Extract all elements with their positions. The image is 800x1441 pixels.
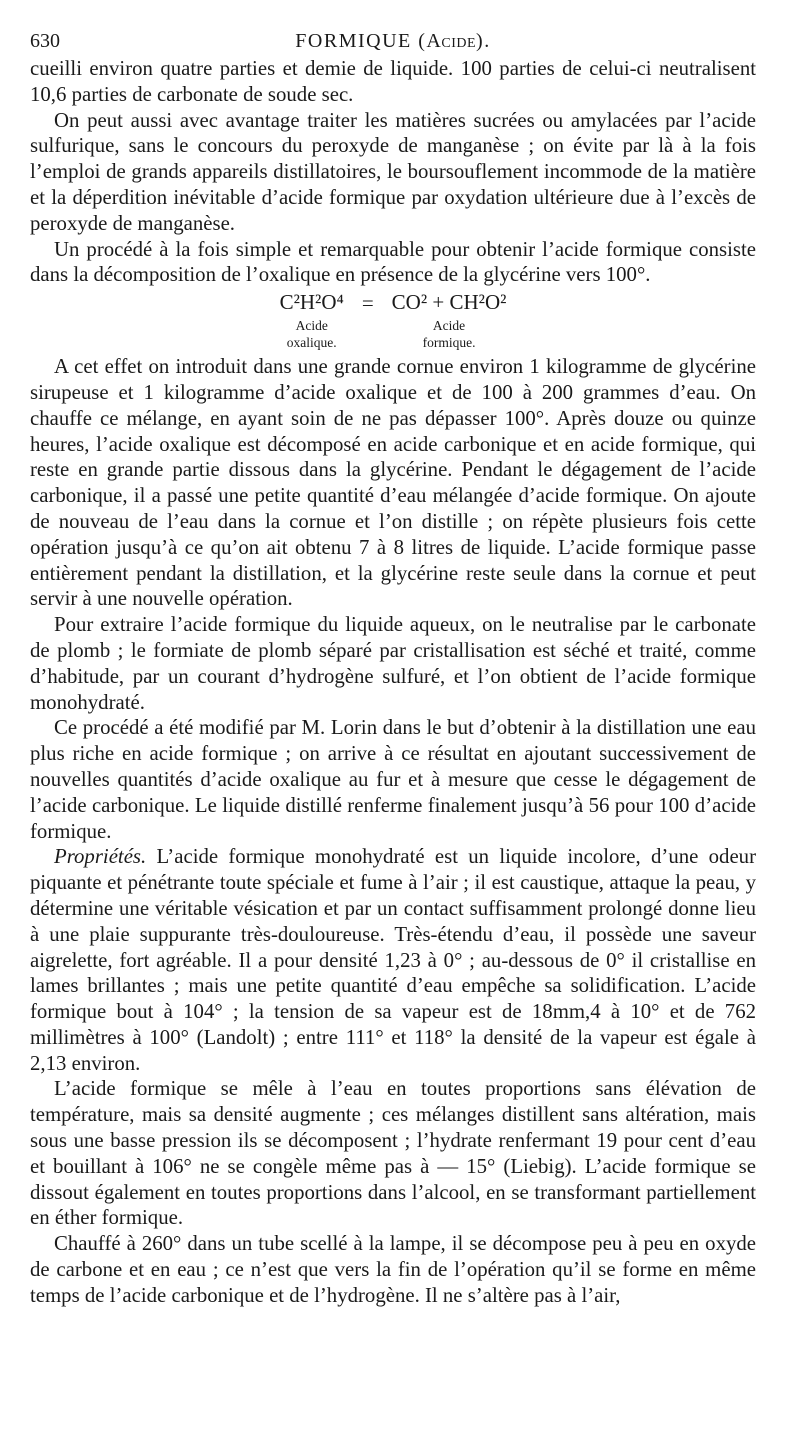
equation-left: [280, 290, 344, 350]
equation-operator: =: [361, 291, 374, 316]
paragraph: Chauffé à 260° dans un tube scellé à la lampe, il se décompose peu à peu en oxyde de carbone et en eau ; ce n’est que vers la fin de l’opération qu’il se forme en même temps de l’acide carbonique et de l’hydrogène. Il ne s’altère pas à l’air,: [30, 1232, 756, 1307]
properties-label: Propriétés.: [54, 845, 147, 869]
page-header: [30, 30, 756, 56]
paragraph: On peut aussi avec avantage traiter les matières sucrées ou amylacées par l’acide sulfurique, sans le concours du peroxyde de manganèse ; on évite par là à la fois l’emploi de grands appareils distillatoires, le boursouflement incommode de la matière et la déperdition inévitable d’acide formique par oxydation ultérieure due à l’excès de peroxyde de manganèse.: [30, 108, 756, 235]
equation-left-label-2: oxalique.: [286, 334, 337, 350]
equation-right-formula: CO² + CH²O²: [391, 290, 507, 315]
properties-text: L’acide formique monohydraté est un liquide incolore, d’une odeur piquante et pénétrante toute spéciale et fume à l’air ; il est caustique, attaque la peau, y détermine une véritable vésication et par un contact suffisamment prolongé donne lieu à une plaie suppurante très-douloureuse. Très-étendu d’eau, il possède une saveur aigrelette, fort agréable. Il a pour densité 1,23 à 0° ; au-dessous de 0° il cristallise en lames brillantes ; mais une petite quantité d’eau empêche sa solidification. L’acide formique bout à 104° ; la tension de sa vapeur est de 18mm,4 à 10° et de 762 millimètres à 100° (Landolt) ; entre 111° et 118° la densité de la vapeur est égale à 2,13 environ.: [30, 845, 756, 1075]
equation-left-formula: C²H²O⁴: [279, 290, 344, 315]
body-text: [30, 56, 756, 1309]
paragraph: A cet effet on introduit dans une grande cornue environ 1 kilogramme de glycérine sirupeuse et 1 kilogramme d’acide oxalique et de 100 à 200 grammes d’eau. On chauffe ce mélange, en ayant soin de ne pas dépasser 100°. Après douze ou quinze heures, l’acide oxalique est décomposé en acide carbonique et en acide formique, qui reste en grande partie dissous dans la glycérine. Pendant le dégagement de l’acide carbonique, il a passé une petite quantité d’eau mélangée d’acide formique. On ajoute de nouveau de l’eau dans la cornue et l’on distille ; on répète plusieurs fois cette opération jusqu’à ce qu’on ait obtenu 7 à 8 litres de liquide. L’acide formique passe entièrement pendant la distillation, et la glycérine reste seule dans la cornue et peut servir à une nouvelle opération.: [30, 355, 756, 611]
paragraph: cueilli environ quatre parties et demie de liquide. 100 parties de celui-ci neutralisent 10,6 parties de carbonate de soude sec.: [30, 57, 756, 106]
page-number: 630: [30, 30, 60, 52]
equation-right-label-1: Acide: [432, 317, 466, 333]
running-title-sub: Acide: [426, 30, 477, 52]
chemical-equation: [30, 290, 756, 354]
equation-right-label-2: formique.: [422, 334, 476, 350]
running-title-open: (: [411, 30, 427, 52]
paragraph: L’acide formique se mêle à l’eau en toutes proportions sans élévation de température, mais sa densité augmente ; ces mélanges distillent sans altération, mais sous une basse pression ils se décomposent ; l’hydrate renfermant 19 pour cent d’eau et bouillant à 106° ne se congèle même pas à — 15° (Liebig). L’acide formique se dissout également en toutes proportions dans l’alcool, en se transformant partiellement en éther formique.: [30, 1077, 756, 1230]
paragraph: Un procédé à la fois simple et remarquable pour obtenir l’acide formique consiste dans la décomposition de l’oxalique en présence de la glycérine vers 100°.: [30, 237, 756, 287]
equation-left-label-1: Acide: [295, 317, 328, 333]
running-title-main: FORMIQUE: [295, 30, 412, 52]
paragraph: Ce procédé a été modifié par M. Lorin dans le but d’obtenir à la distillation une eau plus riche en acide formique ; on arrive à ce résultat en ajoutant successivement de nouvelles quantités d’acide oxalique au fur et à mesure que cesse le dégagement de l’acide carbonique. Le liquide distillé renferme finalement jusqu’à 56 pour 100 d’acide formique.: [30, 716, 756, 843]
properties-paragraph: [30, 844, 756, 1076]
paragraph: Pour extraire l’acide formique du liquide aqueux, on le neutralise par le carbonate de plomb ; le formiate de plomb séparé par cristallisation est séché et traité, comme d’habitude, par un courant d’hydrogène sulfuré, et l’on obtient de l’acide formique monohydraté.: [30, 613, 756, 714]
equation-right: [392, 290, 507, 350]
running-title-close: ).: [476, 30, 491, 52]
running-title: [30, 30, 756, 53]
